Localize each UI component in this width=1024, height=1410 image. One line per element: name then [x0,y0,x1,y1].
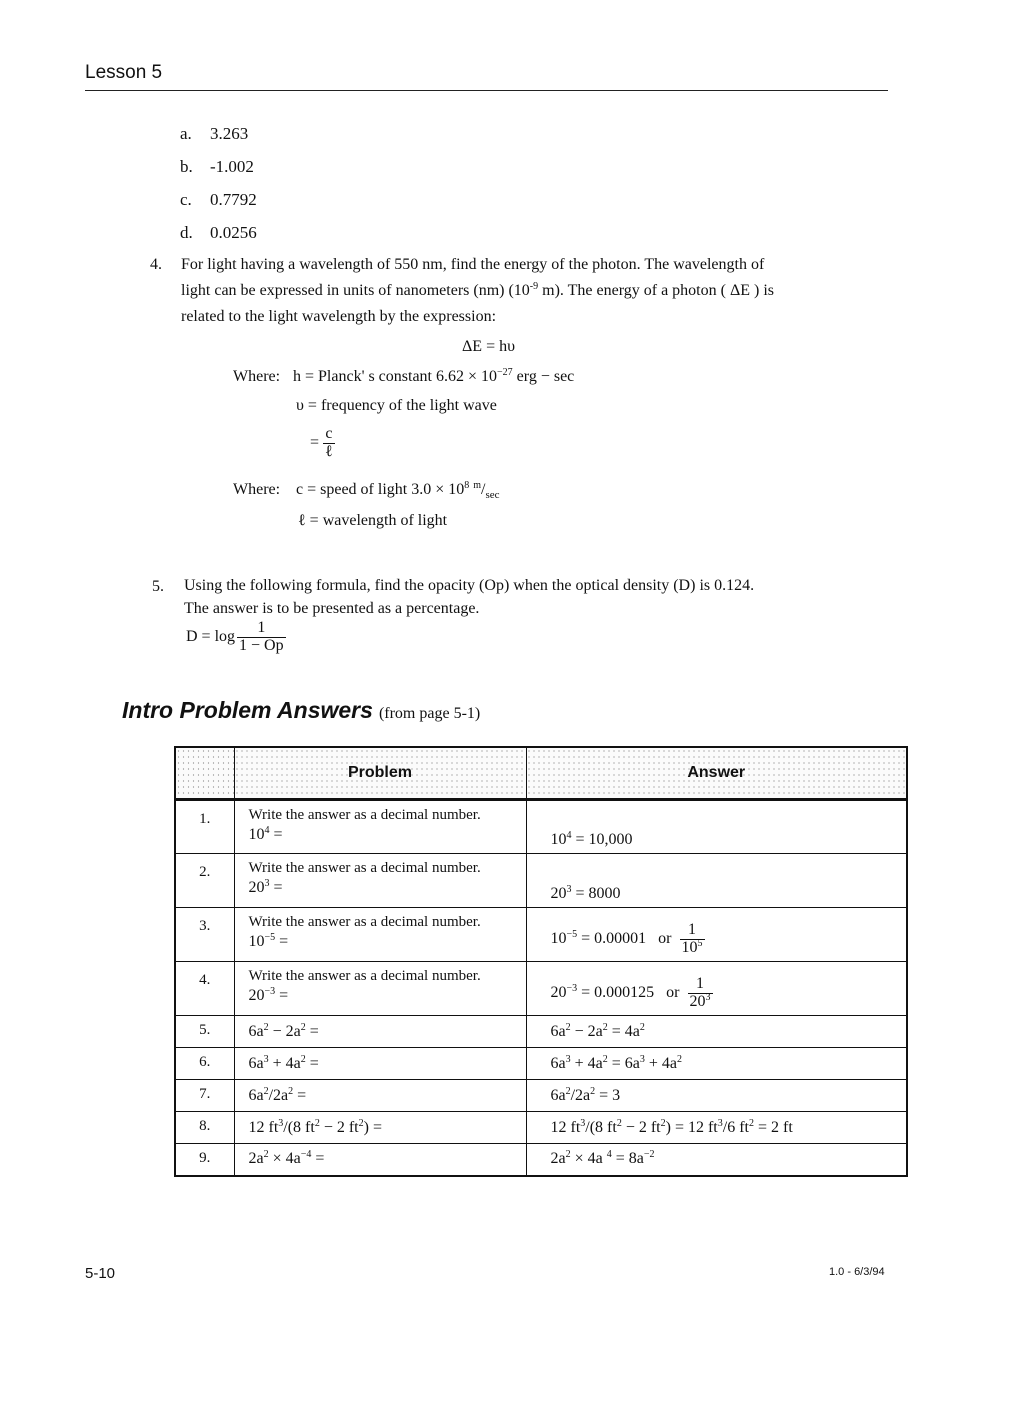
answer-fraction: $\frac{1}{20^3}$ [689,975,711,1011]
row-number: 9. [175,1144,234,1176]
option-d: d. 0.0256 [180,223,257,242]
row-number: 4. [175,962,234,1016]
answer-cell: 12 $ft^3/(8$ $ft^2 - 2$ $ft^2) = 12$ $ft^3/6$ $ft^2 = 2$ ft [526,1112,907,1144]
header-number [175,747,234,800]
header-divider [85,90,888,91]
header-answer: Answer [526,747,907,800]
option-a: a. 3.263 [180,124,249,143]
answer-cell: $20^{-3} = 0.000125$ or $\frac{1}{20^3}$ [526,962,907,1016]
answer-cell: $20^3 = 8000$ [526,854,907,908]
section-title: Intro Problem Answers (from page 5-1) [122,697,481,723]
planck-constant-def: h = Planck' s constant $6.62 \times 10^{-27}$ erg − sec [293,367,575,385]
table-row [175,1048,907,1080]
intro-problem-answers-table [174,746,908,1177]
question-5-number: 5. [152,578,164,595]
row-number: 5. [175,1016,234,1048]
answer-cell: $6a^3 + 4a^2 = 6a^3 + 4a^2$ [526,1048,907,1080]
photon-energy-equation: ΔE = hυ [462,338,516,355]
table-row [175,800,907,854]
problem-cell: Write the answer as a decimal number. $20^3$ = [234,854,526,908]
answer-cell: $10^4 = 10,000$ [526,800,907,854]
problem-cell: Write the answer as a decimal number. $20^{-3}$ = [234,962,526,1016]
row-number: 8. [175,1112,234,1144]
answer-cell: $6a^2 - 2a^2 = 4a^2$ [526,1016,907,1048]
answer-cell: $6a^2/2a^2 = 3$ [526,1080,907,1112]
table-header-row [175,747,907,800]
where-label-1: Where: [233,368,281,385]
frequency-formula: = $\frac{c}{\text{ℓ}}$ [310,425,333,460]
lesson-title: Lesson 5 [85,62,163,83]
row-number: 1. [175,800,234,854]
table-row [175,908,907,962]
wavelength-def: ℓ = wavelength of light [298,512,448,529]
problem-cell: Write the answer as a decimal number. $10^4$ = [234,800,526,854]
answer-fraction: $\frac{1}{10^5}$ [681,921,703,957]
page-number: 5-10 [85,1265,116,1282]
frequency-def: υ = frequency of the light wave [296,397,497,414]
speed-of-light-def: c = speed of light $3.0 \times 10^8$ $^m/_{sec}$ [296,480,500,501]
optical-density-formula: D = log $\frac{1}{1 - Op}$ [186,619,284,654]
problem-cell: $6a^2 - 2a^2$ = [234,1016,526,1048]
problem-cell: $2a^2 \times 4a^{-4}$ = [234,1144,526,1176]
table-row [175,962,907,1016]
table-row [175,854,907,908]
option-b: b. -1.002 [180,157,254,176]
header-problem: Problem [234,747,526,800]
table-row [175,1016,907,1048]
opacity-fraction: $\frac{1}{1 - Op}$ [239,619,284,654]
row-number: 7. [175,1080,234,1112]
answer-cell: $2a^2 \times 4a$ $^4 = 8a^{-2}$ [526,1144,907,1176]
document-version: 1.0 - 6/3/94 [829,1266,885,1278]
table-row [175,1144,907,1176]
row-number: 6. [175,1048,234,1080]
where-label-2: Where: [233,481,281,498]
question-5-text: Using the following formula, find the opacity (Op) when the optical density (D) is 0.124. The answer is to be presented as a percentage. [184,577,755,617]
question-4-text: For light having a wavelength of 550 nm, find the energy of the photon. The wavelength of light can be expressed in units of nanometers (nm) ($10^{-9}$ m). The energy of a photon ( ΔE ) is related to the light wavelength by the expression: [181,256,775,325]
c-over-lambda-fraction: $\frac{c}{\text{ℓ}}$ [325,425,333,460]
question-4-number: 4. [150,256,162,273]
table-row [175,1080,907,1112]
problem-cell: 12 $ft^3/(8$ $ft^2 - 2$ $ft^2$) = [234,1112,526,1144]
problem-cell: Write the answer as a decimal number. $10^{-5}$ = [234,908,526,962]
option-c: c. 0.7792 [180,190,257,209]
problem-cell: $6a^3 + 4a^2$ = [234,1048,526,1080]
answer-cell: $10^{-5} = 0.00001$ or $\frac{1}{10^5}$ [526,908,907,962]
problem-cell: $6a^2/2a^2$ = [234,1080,526,1112]
row-number: 2. [175,854,234,908]
row-number: 3. [175,908,234,962]
table-row [175,1112,907,1144]
